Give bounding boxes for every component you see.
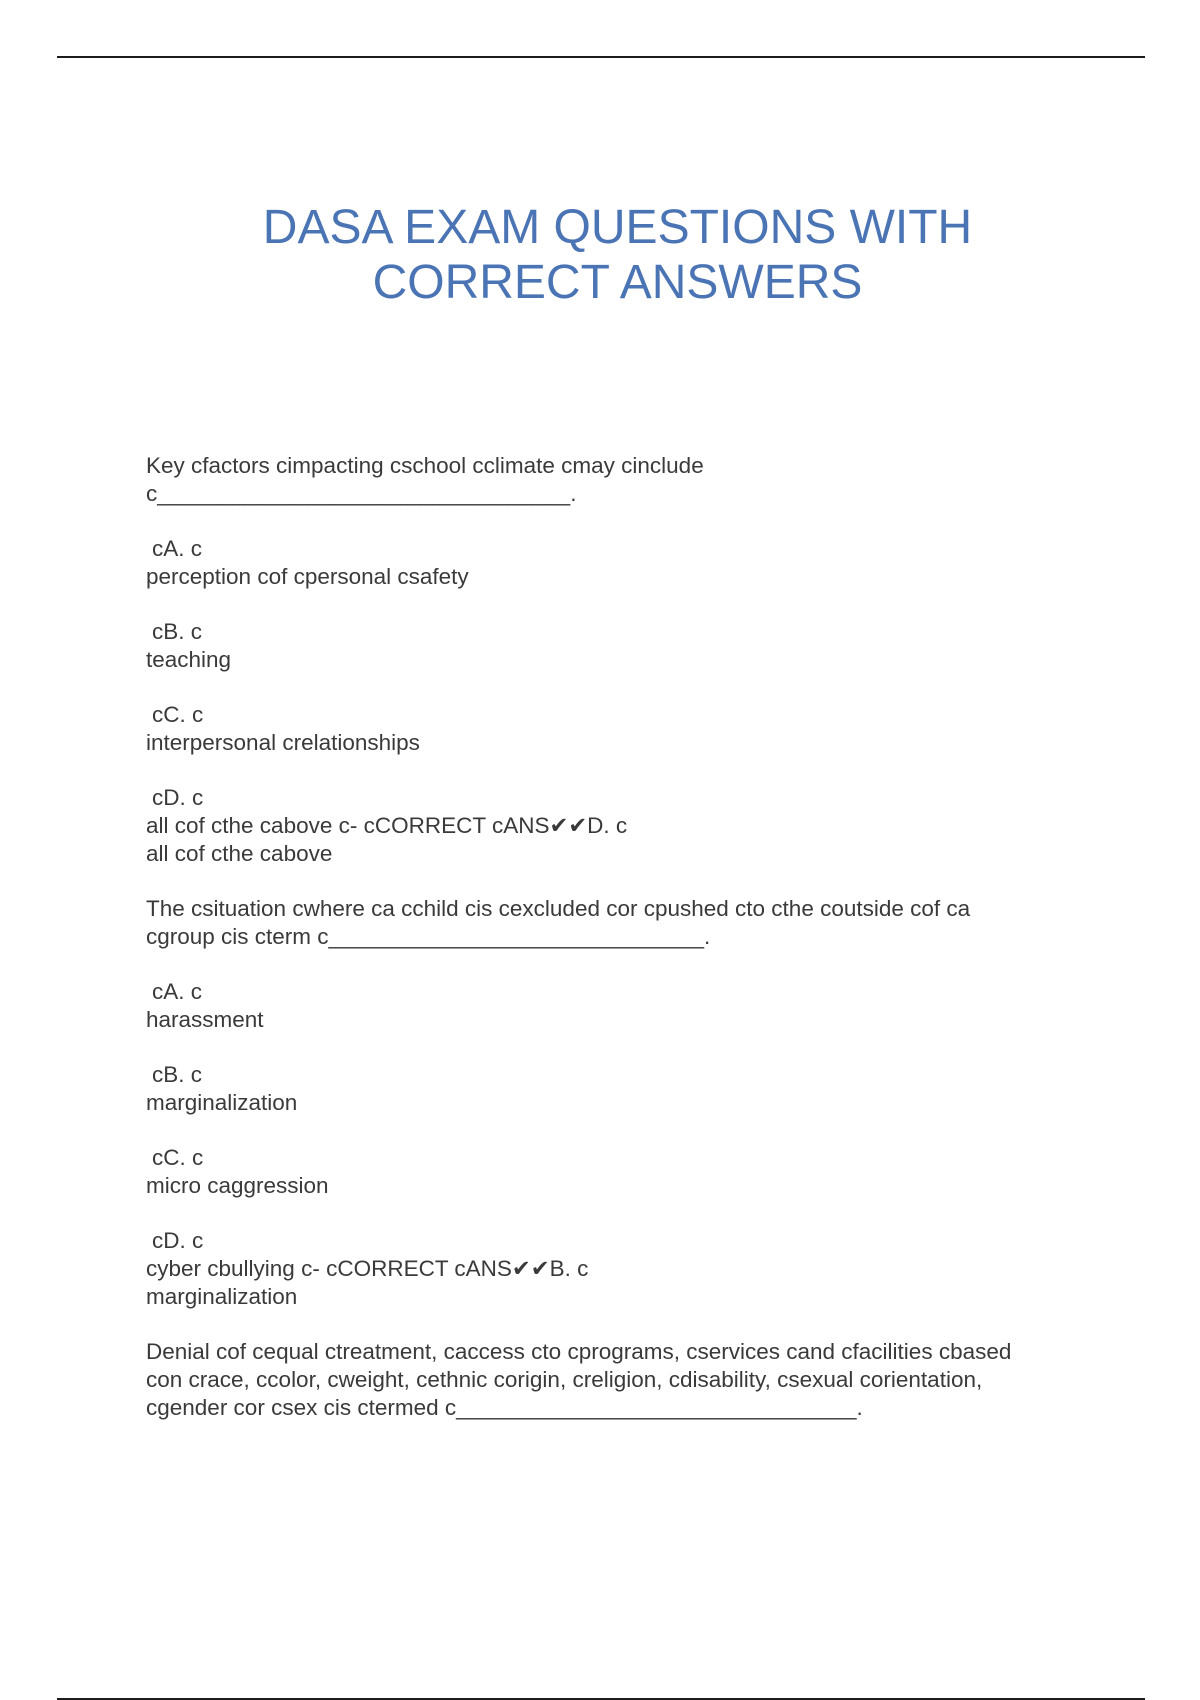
option-letter: cD. c <box>152 1228 204 1253</box>
question-3-stem-line-3: cgender cor csex cis ctermed c________________________________. <box>146 1395 863 1420</box>
question-2-stem-line-2: cgroup cis cterm c______________________________. <box>146 924 711 949</box>
question-1-stem-line-2: c_________________________________. <box>146 481 577 506</box>
option-letter: cB. c <box>152 1062 203 1087</box>
question-1-option-a <box>146 535 1086 591</box>
question-2-option-a <box>146 978 1086 1034</box>
title-line-1: DASA EXAM QUESTIONS WITH <box>262 201 973 254</box>
option-text-answer: all cof cthe cabove c- cCORRECT cANS✔✔D. c <box>146 813 628 838</box>
question-1 <box>146 452 1086 508</box>
option-letter: cC. c <box>152 702 204 727</box>
question-1-stem-line-1: Key cfactors cimpacting cschool cclimate cmay cinclude <box>146 453 704 478</box>
option-letter: cB. c <box>152 619 203 644</box>
question-2-option-b <box>146 1061 1086 1117</box>
document-body <box>146 452 1086 1422</box>
option-letter: cD. c <box>152 785 204 810</box>
option-letter: cA. c <box>152 536 203 561</box>
question-3 <box>146 1338 1086 1422</box>
option-text-answer-value: marginalization <box>146 1284 298 1309</box>
question-1-option-c <box>146 701 1086 757</box>
option-text: perception cof cpersonal csafety <box>146 564 469 589</box>
option-text: marginalization <box>146 1090 298 1115</box>
question-2-stem-line-1: The csituation cwhere ca cchild cis cexcluded cor cpushed cto cthe coutside cof ca <box>146 896 971 921</box>
option-letter: cA. c <box>152 979 203 1004</box>
question-3-stem-line-2: con crace, ccolor, cweight, cethnic corigin, creligion, cdisability, csexual corientation, <box>146 1367 983 1392</box>
question-2 <box>146 895 1086 951</box>
question-2-option-c <box>146 1144 1086 1200</box>
option-text: teaching <box>146 647 232 672</box>
option-letter: cC. c <box>152 1145 204 1170</box>
option-text: harassment <box>146 1007 264 1032</box>
option-text-answer-value: all cof cthe cabove <box>146 841 333 866</box>
header-rule <box>57 56 1145 58</box>
page-title <box>0 200 1200 310</box>
option-text: micro caggression <box>146 1173 329 1198</box>
question-1-option-b <box>146 618 1086 674</box>
option-text-answer: cyber cbullying c- cCORRECT cANS✔✔B. c <box>146 1256 589 1281</box>
option-text: interpersonal crelationships <box>146 730 420 755</box>
question-2-option-d <box>146 1227 1086 1311</box>
title-line-2: CORRECT ANSWERS <box>372 256 863 309</box>
question-3-stem-line-1: Denial cof cequal ctreatment, caccess cto cprograms, cservices cand cfacilities cbased <box>146 1339 1012 1364</box>
question-1-option-d <box>146 784 1086 868</box>
